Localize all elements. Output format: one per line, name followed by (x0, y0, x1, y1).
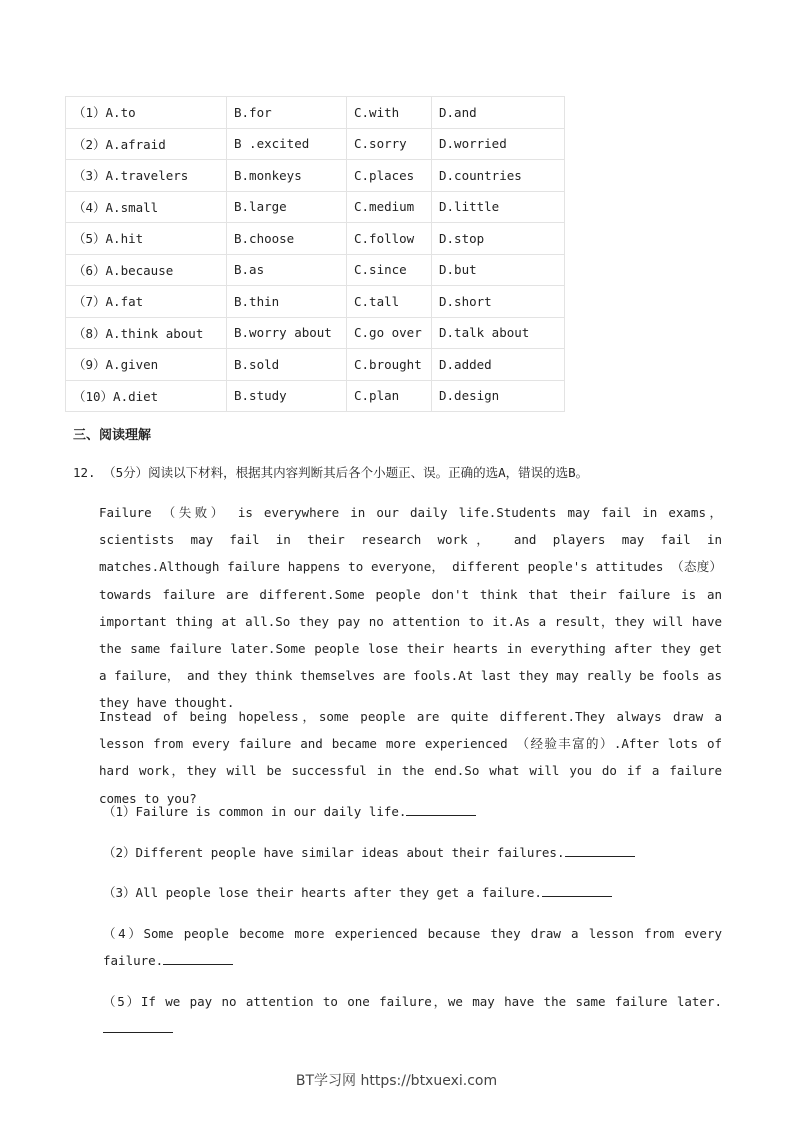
option-cell: B .excited (227, 128, 347, 160)
option-cell: （8）A.think about (66, 317, 227, 349)
option-row (66, 349, 565, 381)
answer-blank[interactable] (163, 950, 233, 965)
footer-watermark: BT学习网 https://btxuexi.com (295, 1073, 498, 1089)
passage-paragraph-2: Instead of being hopeless，some people are quite different.They always draw a lesson from every failure and became more experienced （经验丰富的）.After lots of hard work，they will be successful in the end.So what will you do if a failure comes to you? (99, 709, 722, 806)
option-row (66, 286, 565, 318)
option-cell: （7）A.fat (66, 286, 227, 318)
option-cell: B.as (227, 254, 347, 286)
option-row (66, 191, 565, 223)
option-cell: D.short (432, 286, 565, 318)
option-cell: C.since (347, 254, 432, 286)
option-row (66, 160, 565, 192)
question-item-2 (103, 839, 722, 866)
option-cell: C.go over (347, 317, 432, 349)
option-row (66, 128, 565, 160)
option-cell: C.sorry (347, 128, 432, 160)
option-cell: C.plan (347, 380, 432, 412)
option-cell: （9）A.given (66, 349, 227, 381)
option-cell: D.talk about (432, 317, 565, 349)
answer-blank[interactable] (542, 882, 612, 897)
option-cell: D.little (432, 191, 565, 223)
option-cell: C.medium (347, 191, 432, 223)
option-cell: （1）A.to (66, 97, 227, 129)
question-item-1 (103, 798, 722, 825)
question-item-5 (103, 988, 722, 1042)
option-cell: D.but (432, 254, 565, 286)
option-cell: B.for (227, 97, 347, 129)
option-cell: （4）A.small (66, 191, 227, 223)
option-cell: C.places (347, 160, 432, 192)
question-text: （5）If we pay no attention to one failure，we may have the same failure later. (103, 994, 722, 1009)
option-cell: （10）A.diet (66, 380, 227, 412)
answer-blank[interactable] (103, 1018, 173, 1033)
option-cell: B.sold (227, 349, 347, 381)
option-cell: D.countries (432, 160, 565, 192)
option-row (66, 223, 565, 255)
option-cell: B.choose (227, 223, 347, 255)
option-cell: （3）A.travelers (66, 160, 227, 192)
option-cell: C.brought (347, 349, 432, 381)
answer-blank[interactable] (565, 842, 635, 857)
question-text: （4）Some people become more experienced because they draw a lesson from every failure. (103, 926, 722, 968)
option-cell: B.study (227, 380, 347, 412)
option-cell: C.follow (347, 223, 432, 255)
question-text: （2）Different people have similar ideas about their failures. (103, 845, 565, 860)
option-cell: B.monkeys (227, 160, 347, 192)
question-text: （1）Failure is common in our daily life. (103, 804, 407, 819)
option-cell: D.stop (432, 223, 565, 255)
option-cell: D.design (432, 380, 565, 412)
option-cell: D.and (432, 97, 565, 129)
option-cell: B.large (227, 191, 347, 223)
option-cell: （6）A.because (66, 254, 227, 286)
option-cell: （5）A.hit (66, 223, 227, 255)
option-cell: D.worried (432, 128, 565, 160)
option-row (66, 254, 565, 286)
option-cell: （2）A.afraid (66, 128, 227, 160)
question-text: （3）All people lose their hearts after they get a failure. (103, 885, 542, 900)
question-item-3 (103, 879, 722, 906)
option-cell: B.worry about (227, 317, 347, 349)
question-item-4 (103, 920, 722, 974)
question-header: 12. （5分）阅读以下材料，根据其内容判断其后各个小题正、误。正确的选A，错误的选B。 (73, 465, 589, 480)
option-cell: C.tall (347, 286, 432, 318)
section-title: 三、阅读理解 (73, 428, 152, 443)
option-row (66, 317, 565, 349)
option-row (66, 97, 565, 129)
option-row (66, 380, 565, 412)
options-table (65, 96, 565, 412)
answer-blank[interactable] (406, 801, 476, 816)
passage-paragraph-1: Failure （失败） is everywhere in our daily life.Students may fail in exams，scientists may fail in their research work， and players may fail in matches.Although failure happens to everyone， different people's attitudes （态度） towards failure are different.Some people don't think that their failure is an important thing at all.So they pay no attention to it.As a result，they will have the same failure later.Some people lose their hearts in everything after they get a failure， and they think themselves are fools.At last they may really be fools as they have thought. (99, 505, 722, 711)
option-cell: C.with (347, 97, 432, 129)
option-cell: D.added (432, 349, 565, 381)
option-cell: B.thin (227, 286, 347, 318)
